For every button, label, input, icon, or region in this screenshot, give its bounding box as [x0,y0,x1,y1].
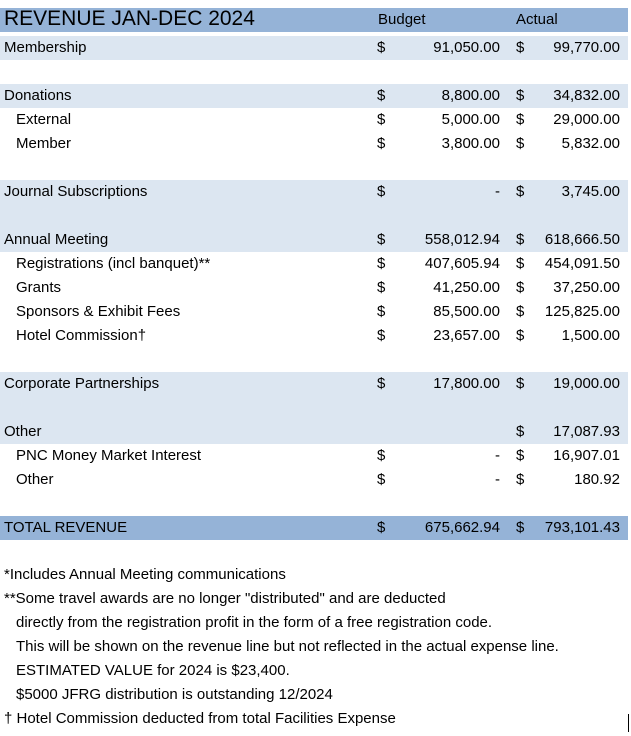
spacer-row [0,348,628,372]
actual-value: 37,250.00 [553,279,620,296]
budget-currency: $ [377,327,386,344]
row-label: Hotel Commission† [16,327,147,344]
row-label: Other [4,423,42,440]
sheet-title: REVENUE JAN-DEC 2024 [4,7,255,30]
budget-value: 17,800.00 [433,375,500,392]
budget-value: 8,800.00 [441,87,500,104]
actual-value: 19,000.00 [553,375,620,392]
actual-currency: $ [516,135,525,152]
actual-column-header: Actual [516,11,558,28]
table-row-sponsors [0,300,628,324]
spacer-row [0,492,628,516]
budget-value: - [495,471,500,488]
actual-currency: $ [516,279,525,296]
actual-currency: $ [516,447,525,464]
actual-value: 29,000.00 [553,111,620,128]
budget-currency: $ [377,87,386,104]
row-label: Membership [4,39,87,56]
actual-currency: $ [516,471,525,488]
row-label: Grants [16,279,62,296]
budget-currency: $ [377,519,386,536]
row-label: Registrations (incl banquet)** [16,255,211,272]
table-row-journal-subscriptions [0,180,628,204]
row-label: Sponsors & Exhibit Fees [16,303,181,320]
actual-currency: $ [516,303,525,320]
budget-currency: $ [377,39,386,56]
table-row-member [0,132,628,156]
table-row-other-item [0,468,628,492]
actual-value: 5,832.00 [561,135,620,152]
table-row-corporate-partnerships [0,372,628,396]
actual-value: 17,087.93 [553,423,620,440]
table-row-external [0,108,628,132]
actual-currency: $ [516,327,525,344]
budget-column-header: Budget [378,11,426,28]
footnote-line: $5000 JFRG distribution is outstanding 12/2024 [16,686,333,703]
actual-value: 180.92 [574,471,620,488]
budget-value: 91,050.00 [433,39,500,56]
budget-currency: $ [377,135,386,152]
table-row-annual-meeting [0,228,628,252]
table-row-donations [0,84,628,108]
table-row-membership [0,36,628,60]
footnote-line: ESTIMATED VALUE for 2024 is $23,400. [16,662,290,679]
actual-value: 1,500.00 [561,327,620,344]
row-label: TOTAL REVENUE [4,519,128,536]
actual-value: 34,832.00 [553,87,620,104]
table-row-hotel-commission [0,324,628,348]
actual-currency: $ [516,231,525,248]
row-label: Journal Subscriptions [4,183,148,200]
actual-value: 618,666.50 [544,231,620,248]
actual-value: 3,745.00 [561,183,620,200]
row-label: Donations [4,87,72,104]
row-label: Member [16,135,72,152]
actual-currency: $ [516,423,525,440]
actual-currency: $ [516,255,525,272]
table-row-other-group [0,420,628,444]
actual-currency: $ [516,375,525,392]
table-row-total-revenue [0,516,628,540]
table-row-grants [0,276,628,300]
budget-value: - [495,183,500,200]
budget-currency: $ [377,255,386,272]
budget-value: 85,500.00 [433,303,500,320]
row-label: Other [16,471,54,488]
actual-value: 454,091.50 [544,255,620,272]
actual-currency: $ [516,87,525,104]
actual-value: 793,101.43 [544,519,620,536]
actual-currency: $ [516,111,525,128]
footnote-line: directly from the registration profit in the form of a free registration code. [16,614,493,631]
footnote-hotel-commission: † Hotel Commission deducted from total Facilities Expense [4,710,396,727]
header-row [0,8,628,32]
footnote-line: This will be shown on the revenue line but not reflected in the actual expense line. [16,638,559,655]
budget-value: 41,250.00 [433,279,500,296]
budget-currency: $ [377,111,386,128]
budget-currency: $ [377,471,386,488]
row-label: Corporate Partnerships [4,375,160,392]
spacer-row [0,204,628,228]
text-cursor [628,714,629,732]
table-row-pnc-interest [0,444,628,468]
budget-value: 675,662.94 [424,519,500,536]
footnote-travel-awards: **Some travel awards are no longer "distributed" and are deducted [4,590,446,607]
actual-value: 99,770.00 [553,39,620,56]
actual-currency: $ [516,183,525,200]
budget-currency: $ [377,183,386,200]
budget-value: - [495,447,500,464]
budget-value: 407,605.94 [424,255,500,272]
row-label: Annual Meeting [4,231,109,248]
actual-value: 16,907.01 [553,447,620,464]
actual-currency: $ [516,519,525,536]
actual-value: 125,825.00 [544,303,620,320]
budget-currency: $ [377,279,386,296]
budget-currency: $ [377,303,386,320]
spacer-row [0,396,628,420]
budget-currency: $ [377,231,386,248]
row-label: External [16,111,72,128]
row-label: PNC Money Market Interest [16,447,202,464]
budget-value: 3,800.00 [441,135,500,152]
budget-value: 5,000.00 [441,111,500,128]
budget-value: 23,657.00 [433,327,500,344]
spacer-row [0,156,628,180]
budget-currency: $ [377,447,386,464]
footnote-annual-meeting: *Includes Annual Meeting communications [4,566,286,583]
actual-currency: $ [516,39,525,56]
spacer-row [0,60,628,84]
budget-value: 558,012.94 [424,231,500,248]
table-row-registrations [0,252,628,276]
budget-currency: $ [377,375,386,392]
